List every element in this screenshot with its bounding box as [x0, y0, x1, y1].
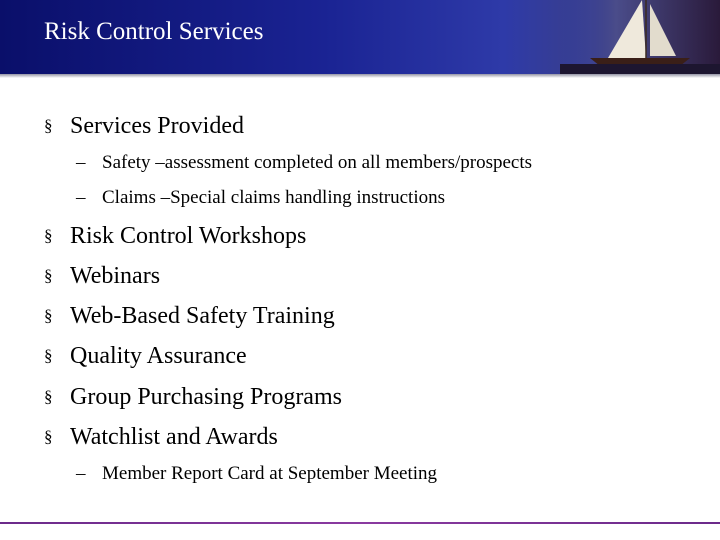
bullet-text: Risk Control Workshops	[70, 223, 307, 249]
bullet-text: Services Provided	[70, 113, 244, 139]
sub-bullet-item	[76, 463, 437, 485]
sub-bullet-marker: –	[76, 152, 86, 173]
sub-bullet-item	[76, 187, 445, 209]
sub-bullet-item	[76, 152, 532, 174]
sub-bullet-marker: –	[76, 187, 86, 208]
bullet-marker: §	[44, 387, 53, 406]
sub-bullet-text: Safety –assessment completed on all members/prospects	[102, 152, 533, 173]
bullet-text: Webinars	[70, 263, 161, 289]
bullet-marker: §	[44, 116, 53, 135]
bullet-marker: §	[44, 346, 53, 365]
sub-bullet-text: Claims –Special claims handling instructions	[102, 187, 446, 208]
bullet-marker: §	[44, 427, 53, 446]
bullet-marker: §	[44, 266, 53, 285]
bullet-item	[44, 384, 342, 411]
bullet-marker: §	[44, 226, 53, 245]
bullet-item	[44, 223, 306, 250]
bullet-item	[44, 113, 244, 140]
sub-bullet-text: Member Report Card at September Meeting	[102, 463, 438, 484]
bullet-text: Group Purchasing Programs	[70, 384, 342, 410]
bullet-item	[44, 424, 278, 451]
bullet-marker: §	[44, 306, 53, 325]
bullet-item	[44, 303, 335, 330]
bullet-text: Web-Based Safety Training	[70, 303, 335, 329]
bullet-item	[44, 343, 247, 370]
sub-bullet-marker: –	[76, 463, 86, 484]
footer-rule	[0, 522, 720, 524]
bullet-item	[44, 263, 160, 290]
bullet-text: Quality Assurance	[70, 343, 247, 369]
slide-title: Risk Control Services	[44, 18, 264, 45]
bullet-text: Watchlist and Awards	[70, 424, 278, 450]
